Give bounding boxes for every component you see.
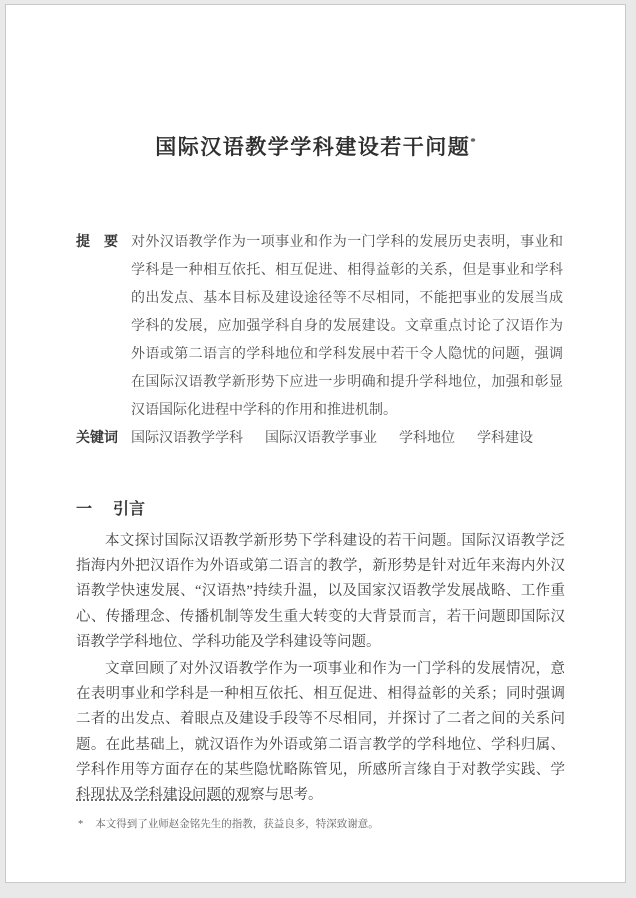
footnote-separator	[76, 799, 248, 801]
footnote-mark: *	[78, 819, 84, 830]
abstract-label: 提 要	[76, 235, 118, 250]
page-title	[6, 131, 625, 161]
keywords-list	[131, 425, 563, 453]
keyword-item: 国际汉语教学事业	[265, 431, 377, 446]
page-title-text: 国际汉语教学学科建设若干问题	[155, 135, 471, 159]
body-paragraph: 文章回顾了对外汉语教学作为一项事业和作为一门学科的发展情况，意在表明事业和学科是一种相互依托、相互促进、相得益彰的关系；同时强调二者的出发点、着眼点及建设手段等不尽相同，并探讨了二者之间的关系问题。在此基础上，就汉语作为外语或第二语言教学的学科地位、学科归属、学科作用等方面存在的某些隐忧略陈管见，所感所言缘自于对教学实践、学科现状及学科建设问题的观察与思考。	[76, 661, 565, 804]
body-text-block	[76, 529, 565, 808]
keyword-item: 国际汉语教学学科	[131, 431, 243, 446]
footnote-text: 本文得到了业师赵金铭先生的指教，获益良多，特深致谢意。	[95, 819, 379, 830]
title-footnote-mark: *	[470, 136, 476, 148]
abstract-keywords-block	[76, 229, 563, 453]
body-paragraph: 本文探讨国际汉语教学新形势下学科建设的若干问题。国际汉语教学泛指海内外把汉语作为外语或第二语言的教学，新形势是针对近年来海内外汉语教学快速发展、“汉语热”持续升温，以及国家汉语教学发展战略、工作重心、传播理念、传播机制等发生重大转变的大背景而言，若干问题即国际汉语教学学科地位、学科功能及学科建设等问题。	[76, 533, 565, 650]
keyword-item: 学科地位	[399, 431, 455, 446]
keywords-row	[76, 425, 563, 453]
section-title: 引言	[113, 501, 146, 518]
keyword-item: 学科建设	[477, 431, 533, 446]
section-heading-introduction	[76, 496, 145, 519]
section-number: 一	[76, 501, 93, 518]
abstract-text: 对外汉语教学作为一项事业和作为一门学科的发展历史表明，事业和学科是一种相互依托、相互促进、相得益彰的关系，但是事业和学科的出发点、基本目标及建设途径等不尽相同，不能把事业的发展当成学科的发展，应加强学科自身的发展建设。文章重点讨论了汉语作为外语或第二语言的学科地位和学科发展中若干令人隐忧的问题，强调在国际汉语教学新形势下应进一步明确和提升学科地位，加强和彰显汉语国际化进程中学科的作用和推进机制。	[131, 235, 563, 418]
document-page	[5, 4, 626, 883]
keywords-label: 关键词	[76, 431, 118, 446]
abstract-row	[76, 229, 563, 425]
footnote	[78, 817, 558, 833]
